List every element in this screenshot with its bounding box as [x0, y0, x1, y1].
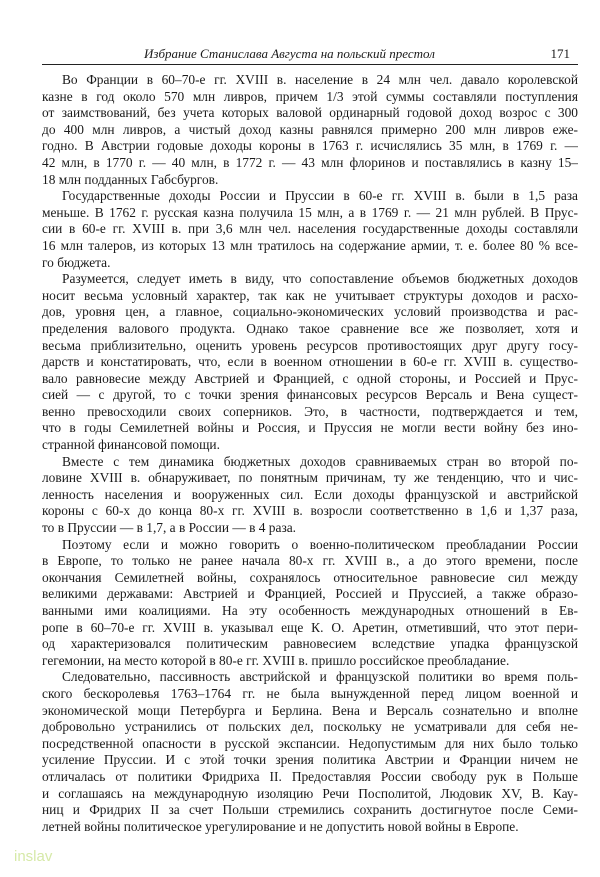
text-line: дов, уровня цен, а главное, социально-экономических условий производства и рас-	[42, 304, 578, 320]
page-number: 171	[550, 46, 570, 61]
text-line: до 400 млн ливров, а чистый доход казны равнялся примерно 200 млн ливров еже-	[42, 121, 578, 137]
text-line: усиление Пруссии. И с этой точки зрения политика Австрии и Франции ничем не	[42, 752, 578, 768]
paragraph	[42, 537, 578, 670]
text-line: Вместе с тем динамика бюджетных доходов сравниваемых стран во второй по-	[62, 453, 578, 469]
text-line: ропе в 60–70-е гг. XVIII в. указывал еще К. О. Аретин, отметивший, что этот пери-	[42, 619, 578, 635]
text-line: казне в год около 570 млн ливров, причем 1/3 этой суммы составляли поступления	[42, 88, 578, 104]
text-line: что в годы Семилетней войны и Россия, и Пруссия не могли вести войну без ино-	[42, 420, 578, 436]
text-line: пределения валового продукта. Однако такое сравнение все же позволяет, хотя и	[42, 320, 578, 336]
text-line: Во Франции в 60–70-е гг. XVIII в. население в 24 млн чел. давало королевской	[62, 72, 578, 87]
running-title: Избрание Станислава Августа на польский престол	[144, 46, 435, 61]
text-line: меньше. В 1762 г. русская казна получила 15 млн, а в 1769 г. — 21 млн рублей. В Прус-	[42, 204, 578, 220]
text-line: носит весьма условный характер, так как не учитывает структуры доходов и расхо-	[42, 287, 578, 303]
text-line: гегемонии, на место которой в 80-е гг. XVIII в. пришло российское преобладание.	[42, 652, 510, 668]
text-line: Государственные доходы России и Пруссии в 60-е гг. XVIII в. были в 1,5 раза	[62, 188, 578, 204]
text-line: окончания Семилетней войны, сохранялось относительное равновесие сил между	[42, 569, 578, 585]
text-line: короны с 60-х до конца 80-х гг. XVIII в. возросли соответственно в 1,6 и 1,37 раза,	[42, 503, 578, 519]
text-line: годно. В Австрии годовые доходы короны в 1763 г. исчислялись 35 млн, в 1769 г. —	[42, 138, 578, 154]
text-line: Следовательно, пассивность австрийской и французской политики во время поль-	[62, 669, 578, 685]
text-line: дарств и констатировать, что, если в военном отношении в 60-е гг. XVIII в. существо-	[42, 354, 578, 370]
text-line: 16 млн талеров, из которых 13 млн тратилось на содержание армии, т. е. более 80 % все-	[42, 237, 578, 253]
text-line: сией — с другой, то с точки зрения финансовых ресурсов Версаль и Вена сущест-	[42, 387, 578, 403]
text-line: ниц и Фридрих II за счет Польши стремились сохранить достигнутое после Семи-	[42, 802, 578, 818]
text-line: отличалась от политики Фридриха II. Предоставляя России свободу рук в Польше	[42, 768, 578, 784]
text-line: ленность населения и вооруженных сил. Если доходы французской и австрийской	[42, 486, 578, 502]
text-line: 42 млн, в 1770 г. — 40 млн, в 1772 г. — 43 млн флоринов и поставлялись в казну 15–	[42, 154, 578, 170]
page-body-text	[42, 72, 578, 835]
text-line: од характеризовался политическим равновесием вследствие упадка французской	[42, 636, 578, 652]
text-line: 18 млн подданных Габсбургов.	[42, 171, 219, 187]
text-line: и соглашаясь на международную изоляцию Речи Посполитой, Людовик XV, В. Кау-	[42, 785, 578, 801]
text-line: от заимствований, без учета которых валовой ординарный годовой доход возрос с 300	[42, 105, 578, 121]
text-line: весьма приблизительно, оценить уровень ресурсов противостоящих друг другу госу-	[42, 337, 578, 353]
paragraph	[42, 72, 578, 188]
paragraph	[42, 454, 578, 537]
running-header	[42, 44, 578, 65]
text-line: Разумеется, следует иметь в виду, что сопоставление объемов бюджетных доходов	[62, 271, 578, 287]
paragraph	[42, 188, 578, 271]
text-line: странной финансовой помощи.	[42, 437, 220, 453]
text-line: вало равновесие между Австрией и Францией, с одной стороны, и Россией и Прус-	[42, 370, 578, 386]
text-line: то в Пруссии — в 1,7, а в России — в 4 раза.	[42, 520, 297, 536]
text-line: ванными ими коалициями. На эту особенность международных отношений в Ев-	[42, 603, 578, 618]
text-line: венно превосходили своих соперников. Это, в частности, подтверждается и тем,	[42, 403, 578, 419]
paragraph	[42, 271, 578, 454]
paragraph	[42, 669, 578, 835]
watermark-logo: inslav	[14, 848, 53, 865]
text-line: в Европе, то только не ранее начала 80-х гг. XVIII в., а до этого времени, после	[42, 553, 578, 569]
text-line: сии в 60-е гг. XVIII в. при 3,6 млн чел. населения государственные доходы составляли	[42, 221, 578, 237]
text-line: добровольно устранились от польских дел, поскольку не усматривали для себя не-	[42, 719, 578, 735]
text-line: летней войны политическое урегулирование и не допустить новой войны в Европе.	[42, 818, 519, 834]
text-line: го бюджета.	[42, 254, 111, 270]
text-line: великими державами: Австрией и Францией, Россией и Пруссией, а также образо-	[42, 586, 578, 602]
text-line: Поэтому если и можно говорить о военно-политическом преобладании России	[62, 536, 578, 552]
text-line: экономической мощи Петербурга и Берлина. Вена и Версаль сознательно и вполне	[42, 702, 578, 718]
text-line: посредственной опасности в русской экспансии. Недопустимым для них было только	[42, 735, 578, 751]
text-line: ского бескоролевья 1763–1764 гг. не была вынужденной перед лицом военной и	[42, 685, 578, 701]
text-line: ловине XVIII в. обнаруживает, по понятным причинам, ту же тенденцию, что и чис-	[42, 470, 578, 486]
